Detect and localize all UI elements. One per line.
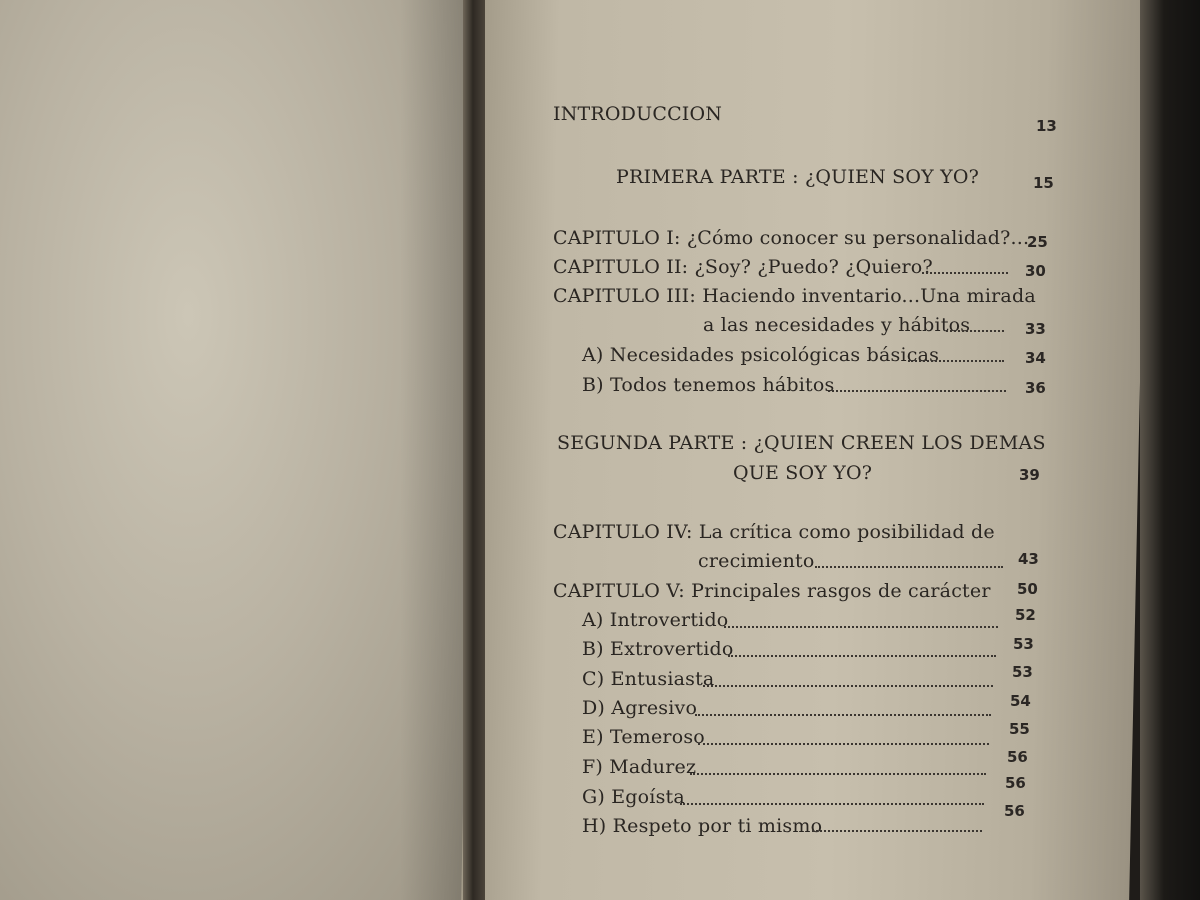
toc-cap5-item-f-title: F) Madurez — [582, 756, 697, 778]
toc-cap4-title-line2: crecimiento — [698, 550, 815, 572]
toc-cap5-item-a-title: A) Introvertido — [582, 609, 729, 631]
toc-cap4-leader — [815, 556, 1003, 568]
toc-cap3-a-title: A) Necesidades psicológicas básicas — [582, 344, 940, 366]
toc-cap3-leader — [946, 320, 1004, 332]
toc-cap5-item-h-title: H) Respeto por ti mismo — [582, 815, 823, 837]
toc-cap5-item-c-leader — [703, 675, 993, 687]
toc-cap3-title-line2: a las necesidades y hábitos — [703, 314, 971, 336]
toc-cap3-page: 33 — [1025, 320, 1046, 338]
toc-cap5-item-e-title: E) Temeroso — [582, 726, 705, 748]
toc-cap5-item-d-page: 54 — [1010, 692, 1031, 710]
toc-cap3-b-title: B) Todos tenemos hábitos — [582, 374, 835, 396]
toc-cap5-item-g-leader — [680, 793, 984, 805]
toc-cap5-item-a-leader — [724, 616, 998, 628]
toc-cap1-title: CAPITULO I: ¿Cómo conocer su personalidad?... — [553, 227, 1030, 249]
toc-part1-page: 15 — [1033, 174, 1054, 192]
toc-cap5-item-b-page: 53 — [1013, 635, 1034, 653]
toc-cap4-page: 43 — [1018, 550, 1039, 568]
toc-cap5-item-c-page: 53 — [1012, 663, 1033, 681]
toc-cap5-item-d-title: D) Agresivo — [582, 697, 698, 719]
toc-cap3-title-line1: CAPITULO III: Haciendo inventario...Una mirada — [553, 285, 1036, 307]
toc-cap5-item-b-title: B) Extrovertido — [582, 638, 734, 660]
toc-cap5-item-f-page: 56 — [1007, 748, 1028, 766]
toc-cap5-item-e-leader — [698, 733, 989, 745]
toc-part1-title: PRIMERA PARTE : ¿QUIEN SOY YO? — [616, 166, 980, 188]
toc-cap2-title: CAPITULO II: ¿Soy? ¿Puedo? ¿Quiero? — [553, 256, 933, 278]
toc-cap5-item-h-leader — [812, 820, 982, 832]
toc-introduccion-title: INTRODUCCION — [553, 103, 723, 125]
toc-part2-title-line2: QUE SOY YO? — [733, 462, 873, 484]
toc-cap5-item-f-leader — [690, 763, 986, 775]
toc-cap5-item-h-page: 56 — [1004, 802, 1025, 820]
toc-cap5-item-b-leader — [728, 645, 996, 657]
toc-cap5-page: 50 — [1017, 580, 1038, 598]
toc-cap5-item-a-page: 52 — [1015, 606, 1036, 624]
toc-cap5-item-e-page: 55 — [1009, 720, 1030, 738]
toc-cap3-b-leader — [828, 380, 1006, 392]
toc-cap2-page: 30 — [1025, 262, 1046, 280]
toc-cap5-item-c-title: C) Entusiasta — [582, 668, 715, 690]
toc-cap3-b-page: 36 — [1025, 379, 1046, 397]
toc-cap5-item-g-title: G) Egoísta — [582, 786, 685, 808]
toc-cap5-item-g-page: 56 — [1005, 774, 1026, 792]
toc-cap4-title-line1: CAPITULO IV: La crítica como posibilidad de — [553, 521, 995, 543]
toc-cap1-page: 25 — [1027, 233, 1048, 251]
toc-part2-title-line1: SEGUNDA PARTE : ¿QUIEN CREEN LOS DEMAS — [557, 432, 1046, 454]
toc-cap5-item-d-leader — [695, 704, 991, 716]
toc-cap2-leader — [922, 262, 1008, 274]
toc-cap3-a-leader — [908, 350, 1004, 362]
toc-part2-page: 39 — [1019, 466, 1040, 484]
toc-cap5-title: CAPITULO V: Principales rasgos de carácter — [553, 580, 991, 602]
toc-cap3-a-page: 34 — [1025, 349, 1046, 367]
toc-introduccion-page: 13 — [1036, 117, 1057, 135]
